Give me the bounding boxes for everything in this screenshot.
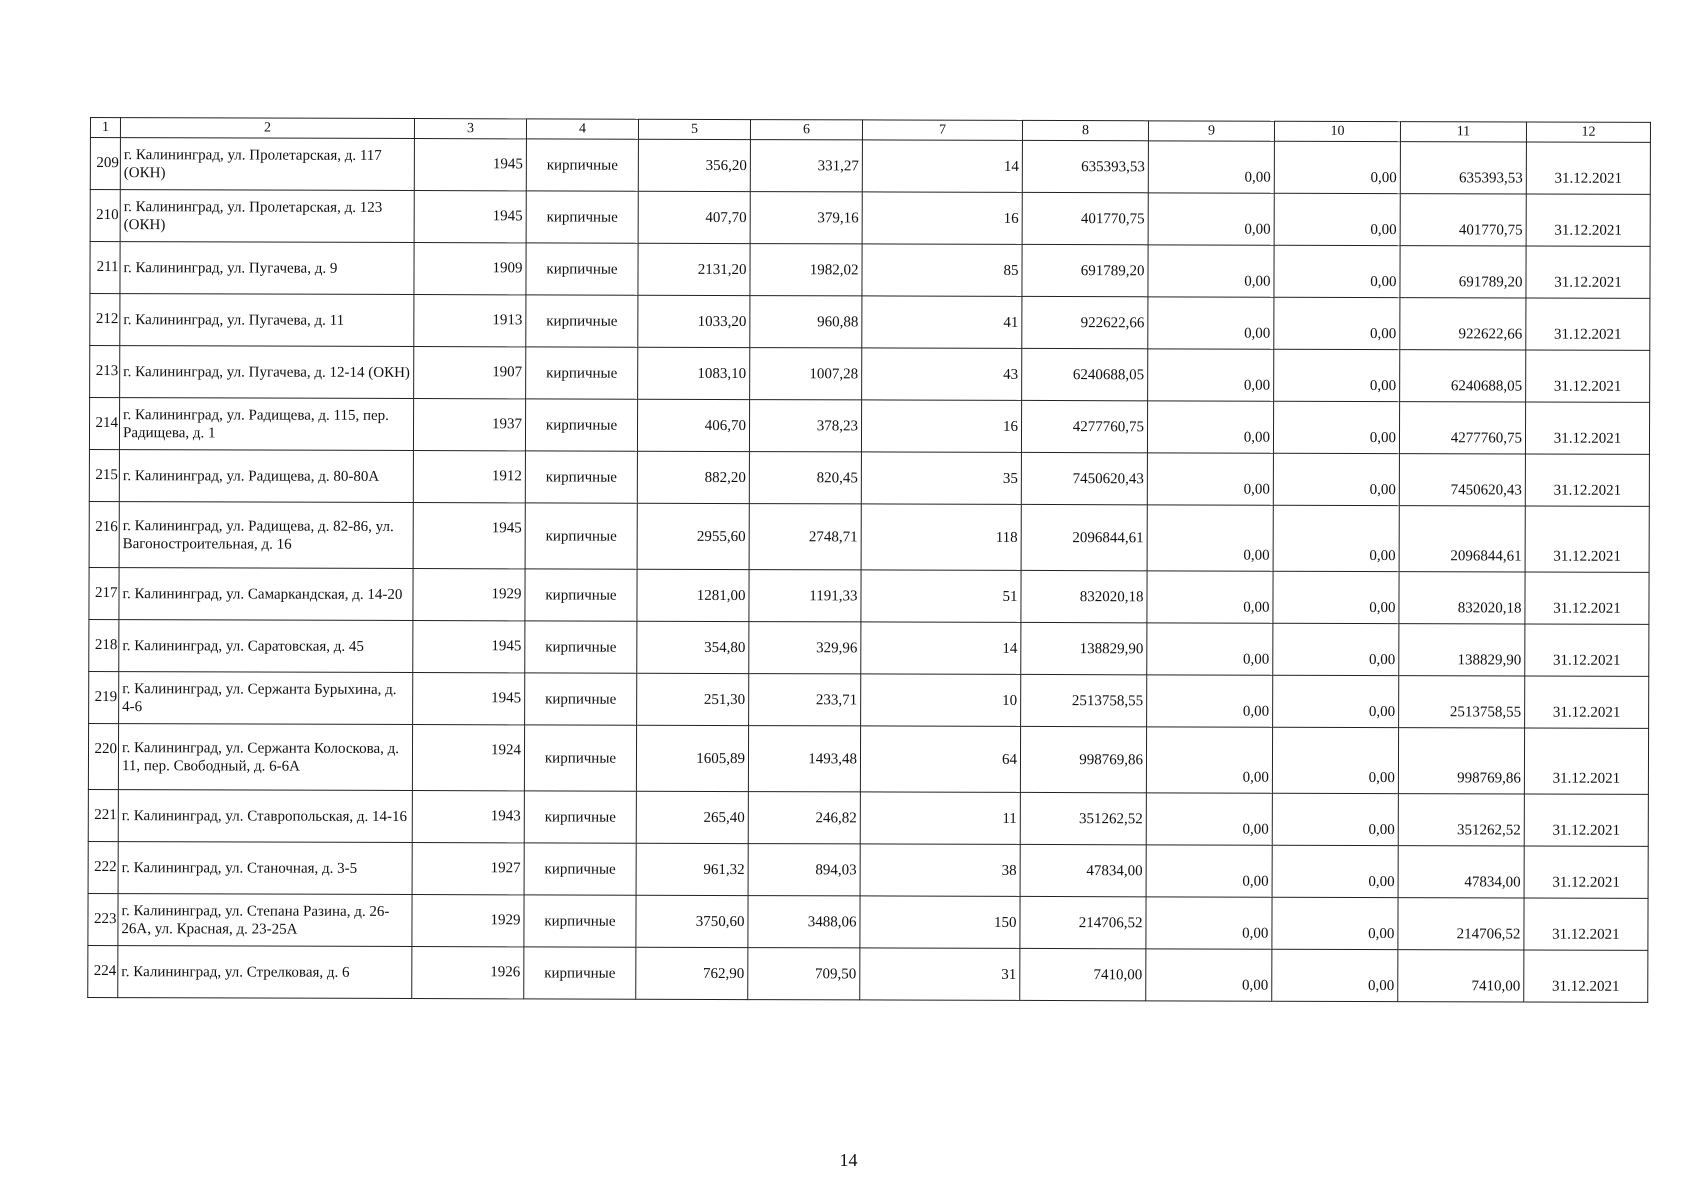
cost-cell: 47834,00 [1020, 844, 1146, 896]
living-area-cell: 329,96 [749, 622, 861, 674]
cost-cell: 7410,00 [1020, 948, 1146, 1000]
wall-material-cell: кирпичные [524, 843, 636, 895]
table-row [88, 893, 1648, 950]
table-row [89, 671, 1649, 728]
col11-cell: 214706,52 [1398, 898, 1524, 950]
page-number: 14 [839, 1150, 858, 1170]
col11-cell: 351262,52 [1398, 794, 1524, 846]
cost-cell: 635393,53 [1022, 140, 1148, 192]
wall-material-cell: кирпичные [524, 725, 636, 791]
col11-cell: 138829,90 [1399, 624, 1525, 676]
address-cell: г. Калининград, ул. Пугачева, д. 12-14 (ОКН) [120, 346, 414, 399]
table-row [90, 294, 1650, 351]
date-cell: 31.12.2021 [1525, 506, 1649, 572]
living-area-cell: 3488,06 [748, 896, 860, 948]
col9-cell: 0,00 [1147, 401, 1273, 453]
row-number: 213 [90, 346, 120, 398]
address-cell: г. Калининград, ул. Стрелковая, д. 6 [118, 946, 412, 999]
date-cell: 31.12.2021 [1524, 728, 1648, 794]
cost-cell: 214706,52 [1020, 896, 1146, 948]
col9-cell: 0,00 [1146, 845, 1272, 897]
date-cell: 31.12.2021 [1526, 246, 1650, 298]
total-area-cell: 1083,10 [638, 347, 750, 399]
address-cell: г. Калининград, ул. Степана Разина, д. 26-26А, ул. Красная, д. 23-25А [118, 894, 412, 947]
row-number: 211 [90, 242, 120, 294]
wall-material-cell: кирпичные [526, 191, 638, 243]
col10-cell: 0,00 [1272, 897, 1398, 949]
total-area-cell: 882,20 [637, 451, 749, 503]
row-number: 212 [90, 294, 120, 346]
cost-cell: 4277760,75 [1021, 400, 1147, 452]
date-cell: 31.12.2021 [1524, 950, 1648, 1002]
col10-cell: 0,00 [1274, 193, 1400, 245]
living-area-cell: 1191,33 [749, 570, 861, 622]
year-cell: 1929 [413, 569, 525, 621]
residents-cell: 150 [860, 896, 1020, 949]
col9-cell: 0,00 [1147, 571, 1273, 623]
column-header-3: 3 [414, 119, 526, 139]
total-area-cell: 3750,60 [636, 895, 748, 947]
date-cell: 31.12.2021 [1526, 194, 1650, 246]
col11-cell: 2513758,55 [1399, 676, 1525, 728]
column-header-2: 2 [120, 118, 414, 139]
living-area-cell: 331,27 [750, 140, 862, 192]
cost-cell: 922622,66 [1022, 296, 1148, 348]
wall-material-cell: кирпичные [525, 503, 637, 569]
table-row [88, 723, 1648, 794]
col10-cell: 0,00 [1272, 949, 1398, 1001]
col10-cell: 0,00 [1273, 571, 1399, 623]
column-header-8: 8 [1022, 120, 1148, 140]
year-cell: 1945 [414, 139, 526, 191]
date-cell: 31.12.2021 [1525, 402, 1649, 454]
col11-cell: 4277760,75 [1399, 402, 1525, 454]
row-number: 210 [90, 190, 120, 242]
total-area-cell: 265,40 [636, 791, 748, 843]
residents-cell: 14 [862, 140, 1022, 193]
year-cell: 1945 [414, 191, 526, 243]
total-area-cell: 356,20 [638, 139, 750, 191]
wall-material-cell: кирпичные [524, 895, 636, 947]
date-cell: 31.12.2021 [1526, 298, 1650, 350]
residents-cell: 41 [862, 296, 1022, 349]
col10-cell: 0,00 [1273, 505, 1399, 571]
col11-cell: 401770,75 [1400, 194, 1526, 246]
address-cell: г. Калининград, ул. Станочная, д. 3-5 [118, 842, 412, 895]
column-header-4: 4 [526, 119, 638, 139]
col11-cell: 922622,66 [1400, 298, 1526, 350]
cost-cell: 998769,86 [1020, 726, 1146, 792]
col10-cell: 0,00 [1272, 845, 1398, 897]
residents-cell: 16 [862, 192, 1022, 245]
cost-cell: 832020,18 [1021, 570, 1147, 622]
year-cell: 1927 [412, 843, 524, 895]
year-cell: 1907 [414, 347, 526, 399]
cost-cell: 6240688,05 [1022, 348, 1148, 400]
year-cell: 1909 [414, 243, 526, 295]
date-cell: 31.12.2021 [1524, 794, 1648, 846]
wall-material-cell: кирпичные [526, 295, 638, 347]
table-row [89, 619, 1649, 676]
table-row [89, 501, 1649, 572]
row-number: 221 [88, 789, 118, 841]
col9-cell: 0,00 [1146, 727, 1272, 793]
total-area-cell: 1281,00 [637, 569, 749, 621]
col11-cell: 7410,00 [1398, 950, 1524, 1002]
total-area-cell: 1605,89 [636, 725, 748, 791]
col10-cell: 0,00 [1274, 297, 1400, 349]
year-cell: 1929 [412, 895, 524, 947]
col9-cell: 0,00 [1146, 897, 1272, 949]
col10-cell: 0,00 [1272, 727, 1398, 793]
wall-material-cell: кирпичные [525, 673, 637, 725]
table-row [89, 449, 1649, 506]
living-area-cell: 1007,28 [750, 348, 862, 400]
wall-material-cell: кирпичные [526, 347, 638, 399]
living-area-cell: 1982,02 [750, 244, 862, 296]
table-row [90, 138, 1650, 195]
col9-cell: 0,00 [1148, 141, 1274, 193]
cost-cell: 138829,90 [1021, 622, 1147, 674]
residents-cell: 35 [861, 452, 1021, 505]
column-header-5: 5 [638, 119, 750, 139]
row-number: 216 [89, 501, 119, 567]
cost-cell: 7450620,43 [1021, 452, 1147, 504]
year-cell: 1943 [412, 791, 524, 843]
column-header-6: 6 [750, 120, 862, 140]
col9-cell: 0,00 [1148, 349, 1274, 401]
row-number: 209 [90, 138, 120, 190]
table-row [89, 567, 1649, 624]
row-number: 218 [89, 619, 119, 671]
date-cell: 31.12.2021 [1526, 350, 1650, 402]
column-header-10: 10 [1274, 121, 1400, 141]
wall-material-cell: кирпичные [525, 399, 637, 451]
col11-cell: 635393,53 [1400, 142, 1526, 194]
living-area-cell: 709,50 [748, 948, 860, 1000]
living-area-cell: 2748,71 [749, 504, 861, 570]
row-number: 214 [89, 398, 119, 450]
wall-material-cell: кирпичные [525, 569, 637, 621]
row-number: 222 [88, 841, 118, 893]
living-area-cell: 246,82 [748, 792, 860, 844]
col11-cell: 691789,20 [1400, 246, 1526, 298]
cost-cell: 351262,52 [1020, 792, 1146, 844]
address-cell: г. Калининград, ул. Пугачева, д. 9 [120, 242, 414, 295]
col9-cell: 0,00 [1147, 453, 1273, 505]
residents-cell: 38 [860, 844, 1020, 897]
cost-cell: 401770,75 [1022, 192, 1148, 244]
date-cell: 31.12.2021 [1526, 142, 1650, 194]
table-body [88, 138, 1651, 1003]
date-cell: 31.12.2021 [1524, 898, 1648, 950]
living-area-cell: 960,88 [750, 296, 862, 348]
column-header-9: 9 [1148, 121, 1274, 141]
col9-cell: 0,00 [1147, 675, 1273, 727]
total-area-cell: 407,70 [638, 191, 750, 243]
row-number: 223 [88, 893, 118, 945]
address-cell: г. Калининград, ул. Пролетарская, д. 117 (ОКН) [120, 138, 414, 191]
col11-cell: 2096844,61 [1399, 506, 1525, 572]
residents-cell: 10 [861, 674, 1021, 727]
cost-cell: 2096844,61 [1021, 504, 1147, 570]
housing-register-table [87, 117, 1651, 1003]
col9-cell: 0,00 [1147, 505, 1273, 571]
residents-cell: 31 [860, 948, 1020, 1001]
date-cell: 31.12.2021 [1525, 572, 1649, 624]
row-number: 220 [88, 723, 118, 789]
wall-material-cell: кирпичные [526, 139, 638, 191]
date-cell: 31.12.2021 [1524, 846, 1648, 898]
residents-cell: 85 [862, 244, 1022, 297]
col10-cell: 0,00 [1273, 401, 1399, 453]
year-cell: 1913 [414, 295, 526, 347]
year-cell: 1945 [413, 673, 525, 725]
address-cell: г. Калининград, ул. Пролетарская, д. 123 (ОКН) [120, 190, 414, 243]
cost-cell: 691789,20 [1022, 244, 1148, 296]
address-cell: г. Калининград, ул. Сержанта Колоскова, д. 11, пер. Свободный, д. 6-6А [118, 724, 412, 791]
table-row [90, 242, 1650, 299]
year-cell: 1926 [412, 947, 524, 999]
total-area-cell: 251,30 [637, 673, 749, 725]
col10-cell: 0,00 [1274, 141, 1400, 193]
column-header-1: 1 [90, 118, 120, 138]
col11-cell: 47834,00 [1398, 846, 1524, 898]
wall-material-cell: кирпичные [524, 947, 636, 999]
living-area-cell: 820,45 [749, 452, 861, 504]
wall-material-cell: кирпичные [526, 243, 638, 295]
row-number: 215 [89, 449, 119, 501]
table-row [90, 346, 1650, 403]
col10-cell: 0,00 [1274, 349, 1400, 401]
year-cell: 1912 [413, 451, 525, 503]
year-cell: 1924 [412, 725, 524, 791]
column-header-12: 12 [1526, 122, 1650, 142]
living-area-cell: 379,16 [750, 192, 862, 244]
residents-cell: 16 [861, 400, 1021, 453]
cost-cell: 2513758,55 [1021, 674, 1147, 726]
living-area-cell: 894,03 [748, 844, 860, 896]
total-area-cell: 406,70 [637, 399, 749, 451]
row-number: 224 [88, 945, 118, 997]
year-cell: 1945 [413, 621, 525, 673]
col9-cell: 0,00 [1146, 949, 1272, 1001]
address-cell: г. Калининград, ул. Радищева, д. 115, пер. Радищева, д. 1 [119, 398, 413, 451]
date-cell: 31.12.2021 [1525, 676, 1649, 728]
total-area-cell: 1033,20 [638, 295, 750, 347]
col10-cell: 0,00 [1274, 245, 1400, 297]
col11-cell: 6240688,05 [1400, 350, 1526, 402]
col10-cell: 0,00 [1272, 793, 1398, 845]
residents-cell: 64 [860, 726, 1020, 793]
address-cell: г. Калининград, ул. Самаркандская, д. 14-20 [119, 568, 413, 621]
date-cell: 31.12.2021 [1525, 624, 1649, 676]
address-cell: г. Калининград, ул. Сержанта Бурыхина, д. 4-6 [119, 672, 413, 725]
table-row [88, 789, 1648, 846]
living-area-cell: 1493,48 [748, 726, 860, 792]
address-cell: г. Калининград, ул. Пугачева, д. 11 [120, 294, 414, 347]
living-area-cell: 378,23 [749, 400, 861, 452]
total-area-cell: 354,80 [637, 621, 749, 673]
table-row [90, 190, 1650, 247]
residents-cell: 14 [861, 622, 1021, 675]
col9-cell: 0,00 [1147, 623, 1273, 675]
address-cell: г. Калининград, ул. Саратовская, д. 45 [119, 620, 413, 673]
address-cell: г. Калининград, ул. Ставропольская, д. 14-16 [118, 790, 412, 843]
col11-cell: 998769,86 [1398, 728, 1524, 794]
year-cell: 1937 [413, 399, 525, 451]
column-header-11: 11 [1400, 122, 1526, 142]
col9-cell: 0,00 [1148, 245, 1274, 297]
col10-cell: 0,00 [1273, 453, 1399, 505]
total-area-cell: 961,32 [636, 843, 748, 895]
wall-material-cell: кирпичные [525, 451, 637, 503]
date-cell: 31.12.2021 [1525, 454, 1649, 506]
total-area-cell: 2955,60 [637, 503, 749, 569]
col9-cell: 0,00 [1148, 193, 1274, 245]
year-cell: 1945 [413, 503, 525, 569]
total-area-cell: 2131,20 [638, 243, 750, 295]
residents-cell: 118 [861, 504, 1021, 571]
col9-cell: 0,00 [1148, 297, 1274, 349]
col10-cell: 0,00 [1273, 623, 1399, 675]
address-cell: г. Калининград, ул. Радищева, д. 80-80А [119, 450, 413, 503]
col11-cell: 832020,18 [1399, 572, 1525, 624]
table-row [88, 841, 1648, 898]
row-number: 219 [89, 671, 119, 723]
table-row [89, 398, 1649, 455]
total-area-cell: 762,90 [636, 947, 748, 999]
residents-cell: 11 [860, 792, 1020, 845]
col10-cell: 0,00 [1273, 675, 1399, 727]
row-number: 217 [89, 567, 119, 619]
residents-cell: 43 [862, 348, 1022, 401]
table-row [88, 945, 1648, 1002]
column-header-7: 7 [862, 120, 1022, 141]
col11-cell: 7450620,43 [1399, 454, 1525, 506]
living-area-cell: 233,71 [749, 674, 861, 726]
wall-material-cell: кирпичные [524, 791, 636, 843]
col9-cell: 0,00 [1146, 793, 1272, 845]
address-cell: г. Калининград, ул. Радищева, д. 82-86, ул. Вагоностроительная, д. 16 [119, 502, 413, 569]
wall-material-cell: кирпичные [525, 621, 637, 673]
residents-cell: 51 [861, 570, 1021, 623]
